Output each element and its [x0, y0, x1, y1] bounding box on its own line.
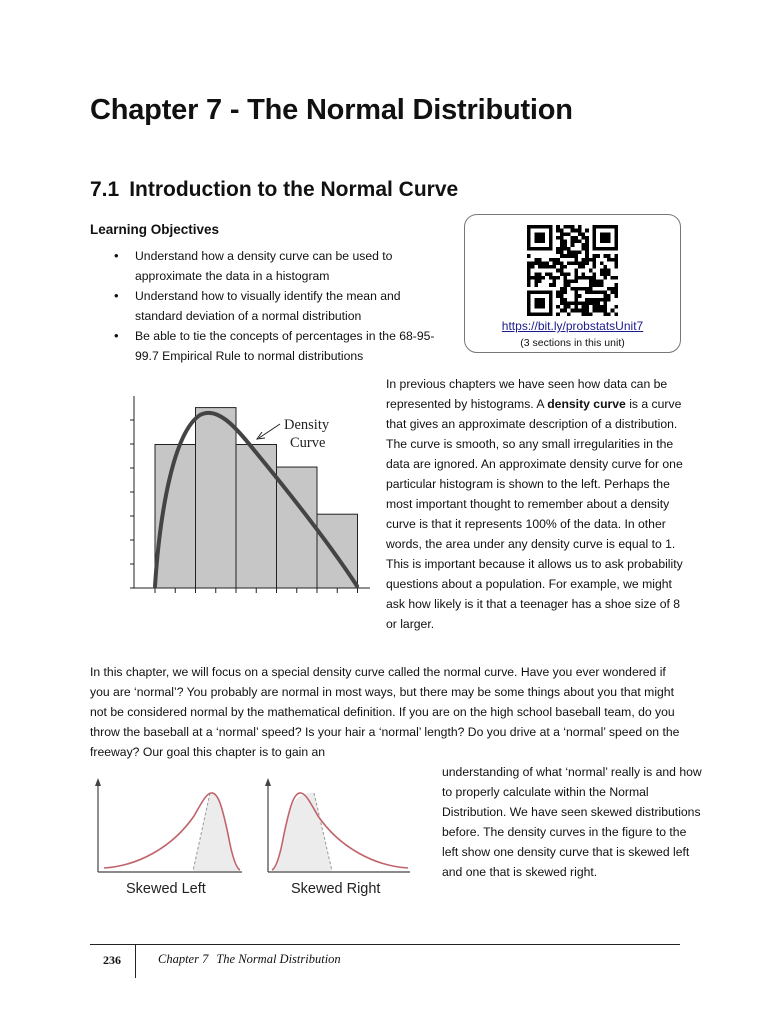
qr-module	[578, 265, 582, 269]
qr-module	[534, 280, 538, 284]
qr-module	[603, 294, 607, 298]
objective-item: • Understand how to visually identify the mean and standard deviation of a normal distribution	[110, 286, 440, 326]
qr-module	[603, 301, 607, 305]
qr-module	[585, 287, 589, 291]
qr-module	[531, 261, 535, 265]
qr-module	[600, 305, 604, 309]
qr-module	[563, 276, 567, 280]
qr-module	[560, 250, 564, 254]
qr-module	[574, 305, 578, 309]
qr-module	[574, 287, 578, 291]
objective-item: • Understand how a density curve can be used to approximate the data in a histogram	[110, 246, 440, 286]
qr-module	[593, 276, 597, 280]
histogram-bar	[196, 408, 237, 588]
skewed-right-label: Skewed Right	[291, 881, 381, 897]
qr-note: (3 sections in this unit)	[520, 337, 625, 349]
qr-module	[549, 283, 553, 287]
qr-module	[589, 312, 593, 316]
qr-module	[571, 309, 575, 313]
qr-module	[571, 301, 575, 305]
objective-item: • Be able to tie the concepts of percentages in the 68-95-99.7 Empirical Rule to normal distributions	[110, 326, 440, 366]
qr-module	[556, 269, 560, 273]
qr-module	[603, 309, 607, 313]
qr-module	[538, 272, 542, 276]
qr-module	[589, 258, 593, 262]
qr-module	[563, 265, 567, 269]
qr-module	[585, 254, 589, 258]
qr-module	[585, 247, 589, 251]
section-name: Introduction to the Normal Curve	[129, 178, 459, 201]
qr-module	[549, 272, 553, 276]
qr-module	[574, 276, 578, 280]
qr-module	[593, 309, 597, 313]
qr-module	[560, 236, 564, 240]
qr-module	[589, 298, 593, 302]
qr-module	[527, 254, 531, 258]
qr-finder-core	[600, 232, 611, 243]
qr-module	[582, 287, 586, 291]
qr-module	[563, 280, 567, 284]
qr-module	[593, 283, 597, 287]
qr-module	[614, 312, 618, 316]
qr-module	[556, 291, 560, 295]
density-label-line2: Curve	[290, 435, 326, 451]
qr-module	[585, 312, 589, 316]
qr-module	[585, 261, 589, 265]
paragraph-normal-continued: understanding of what ‘normal’ really is and how to properly calculate within the Normal Distribution. We have seen skewed distributions before. The density curves in the figure to the left show one density curve that is skewed left and one that is skewed right.	[442, 765, 702, 879]
qr-module	[600, 261, 604, 265]
qr-module	[563, 309, 567, 313]
qr-module	[560, 287, 564, 291]
qr-module	[614, 261, 618, 265]
qr-module	[582, 265, 586, 269]
qr-module	[549, 276, 553, 280]
qr-module	[545, 265, 549, 269]
qr-module	[571, 229, 575, 233]
label-arrowhead	[257, 432, 265, 439]
qr-module	[552, 280, 556, 284]
qr-module	[611, 276, 615, 280]
qr-module	[596, 309, 600, 313]
qr-module	[596, 291, 600, 295]
qr-module	[582, 272, 586, 276]
qr-module	[563, 254, 567, 258]
qr-module	[531, 265, 535, 269]
qr-module	[574, 294, 578, 298]
qr-module	[578, 225, 582, 229]
qr-module	[589, 301, 593, 305]
qr-module	[593, 258, 597, 262]
qr-module	[527, 272, 531, 276]
qr-module	[593, 272, 597, 276]
qr-module	[556, 294, 560, 298]
qr-finder-core	[534, 298, 545, 309]
qr-module	[560, 243, 564, 247]
qr-module	[614, 294, 618, 298]
qr-module	[603, 276, 607, 280]
qr-finder-core	[534, 232, 545, 243]
qr-module	[574, 240, 578, 244]
qr-module	[567, 232, 571, 236]
qr-module	[560, 298, 564, 302]
qr-module	[578, 309, 582, 313]
qr-module	[600, 298, 604, 302]
paragraph-normal-intro: In this chapter, we will focus on a special density curve called the normal curve. Have you ever wondered if you are ‘normal’? You probably are normal in most ways, but there may be some things about you that might not be considered normal by the mathematical definition. If you are on the high school baseball team, do you throw the baseball at a ‘normal’ speed? Is your hair a ‘normal’ length? Do you drive at a ‘normal’ speed on the freeway? Our goal this chapter is to gain an	[90, 665, 680, 759]
qr-module	[593, 291, 597, 295]
qr-module	[538, 276, 542, 280]
qr-module	[582, 301, 586, 305]
qr-module	[567, 254, 571, 258]
paragraph-density-curve	[386, 374, 686, 634]
skewed-right-plot	[265, 778, 410, 897]
qr-module	[582, 276, 586, 280]
qr-module	[527, 283, 531, 287]
qr-module	[556, 312, 560, 316]
qr-module	[574, 291, 578, 295]
qr-module	[574, 229, 578, 233]
qr-module	[582, 247, 586, 251]
qr-module	[563, 225, 567, 229]
qr-module	[552, 261, 556, 265]
qr-module	[571, 240, 575, 244]
qr-module	[600, 291, 604, 295]
qr-module	[596, 305, 600, 309]
qr-module	[538, 261, 542, 265]
qr-module	[527, 265, 531, 269]
qr-module	[563, 240, 567, 244]
qr-module	[549, 265, 553, 269]
qr-module	[607, 269, 611, 273]
qr-module	[578, 250, 582, 254]
qr-module	[578, 294, 582, 298]
label-arrow	[259, 424, 280, 438]
qr-module	[567, 250, 571, 254]
qr-module	[603, 305, 607, 309]
skewed-left-label: Skewed Left	[126, 881, 206, 897]
qr-module	[563, 272, 567, 276]
qr-module	[582, 312, 586, 316]
qr-module	[552, 258, 556, 262]
qr-module	[585, 305, 589, 309]
histogram-bar	[236, 445, 277, 589]
qr-module	[567, 280, 571, 284]
qr-module	[574, 254, 578, 258]
qr-module	[556, 229, 560, 233]
qr-module	[578, 240, 582, 244]
footer-rule	[90, 944, 680, 945]
qr-module	[560, 301, 564, 305]
qr-module	[571, 261, 575, 265]
qr-module	[585, 301, 589, 305]
qr-module	[560, 272, 564, 276]
qr-module	[607, 287, 611, 291]
qr-module	[607, 298, 611, 302]
qr-module	[560, 247, 564, 251]
qr-module	[603, 291, 607, 295]
qr-module	[607, 312, 611, 316]
qr-module	[607, 272, 611, 276]
skew-figure	[92, 776, 432, 902]
qr-module	[596, 298, 600, 302]
qr-module	[596, 280, 600, 284]
qr-module	[585, 258, 589, 262]
qr-module	[556, 250, 560, 254]
qr-module	[563, 283, 567, 287]
qr-module	[549, 258, 553, 262]
qr-module	[567, 261, 571, 265]
qr-module	[585, 276, 589, 280]
qr-module	[585, 240, 589, 244]
qr-module	[582, 261, 586, 265]
learning-objectives-list	[110, 246, 440, 366]
qr-module	[571, 280, 575, 284]
qr-module	[571, 250, 575, 254]
qr-module	[534, 283, 538, 287]
qr-module	[538, 265, 542, 269]
qr-module	[603, 298, 607, 302]
qr-module	[607, 254, 611, 258]
skewed-left-y-arrow	[95, 778, 101, 786]
footer-chapter-title	[158, 952, 341, 967]
chapter-title: Chapter 7 - The Normal Distribution	[90, 94, 573, 126]
qr-module	[574, 258, 578, 262]
qr-module	[563, 305, 567, 309]
qr-module	[574, 236, 578, 240]
qr-module	[585, 236, 589, 240]
skewed-left-plot	[95, 778, 242, 897]
qr-module	[556, 236, 560, 240]
qr-module	[585, 298, 589, 302]
footer-title: The Normal Distribution	[216, 952, 341, 966]
qr-module	[567, 283, 571, 287]
qr-module	[600, 309, 604, 313]
qr-module	[578, 276, 582, 280]
footer-divider	[135, 944, 136, 978]
qr-module	[571, 236, 575, 240]
qr-module	[574, 301, 578, 305]
qr-module	[578, 261, 582, 265]
qr-module	[589, 283, 593, 287]
qr-module	[582, 309, 586, 313]
qr-module	[593, 301, 597, 305]
qr-module	[560, 240, 564, 244]
qr-module	[603, 269, 607, 273]
qr-module	[560, 232, 564, 236]
qr-module	[574, 269, 578, 273]
qr-module	[600, 283, 604, 287]
term-density-curve: density curve	[547, 397, 626, 411]
qr-module	[596, 254, 600, 258]
density-label-line1: Density	[284, 417, 330, 433]
qr-module	[567, 225, 571, 229]
qr-module	[611, 309, 615, 313]
qr-module	[582, 232, 586, 236]
qr-module	[611, 287, 615, 291]
density-histogram-figure	[122, 390, 372, 630]
qr-module	[596, 283, 600, 287]
qr-module	[578, 229, 582, 233]
qr-module	[527, 269, 531, 273]
qr-module	[542, 276, 546, 280]
qr-module	[560, 265, 564, 269]
skewed-right-y-arrow	[265, 778, 271, 786]
qr-module	[560, 291, 564, 295]
qr-module	[567, 272, 571, 276]
qr-module	[603, 254, 607, 258]
qr-module	[596, 301, 600, 305]
qr-module	[534, 276, 538, 280]
qr-module	[560, 254, 564, 258]
qr-module	[556, 305, 560, 309]
qr-module	[563, 243, 567, 247]
qr-module	[545, 261, 549, 265]
qr-module	[607, 294, 611, 298]
qr-module	[593, 265, 597, 269]
qr-module	[614, 283, 618, 287]
qr-module	[538, 280, 542, 284]
page-number: 236	[103, 953, 121, 967]
qr-module	[589, 291, 593, 295]
qr-module	[589, 269, 593, 273]
learning-objectives-heading: Learning Objectives	[90, 222, 220, 237]
qr-module	[534, 261, 538, 265]
qr-module	[578, 232, 582, 236]
section-number: 7.1	[90, 178, 120, 201]
qr-module	[578, 287, 582, 291]
qr-module	[571, 225, 575, 229]
qr-module	[585, 250, 589, 254]
qr-module	[593, 305, 597, 309]
qr-module	[614, 276, 618, 280]
qr-module	[571, 254, 575, 258]
qr-module	[600, 280, 604, 284]
qr-module	[593, 254, 597, 258]
qr-module	[534, 258, 538, 262]
qr-module	[614, 265, 618, 269]
qr-module	[556, 261, 560, 265]
qr-module	[614, 287, 618, 291]
qr-module	[600, 269, 604, 273]
unit-link[interactable]: https://bit.ly/probstatsUnit7	[501, 319, 644, 333]
qr-module	[600, 272, 604, 276]
qr-module	[552, 265, 556, 269]
qr-module	[563, 247, 567, 251]
qr-module	[527, 261, 531, 265]
qr-module	[603, 272, 607, 276]
qr-module	[567, 305, 571, 309]
qr-module	[527, 280, 531, 284]
qr-module	[571, 287, 575, 291]
qr-module	[574, 280, 578, 284]
qr-module	[603, 265, 607, 269]
qr-module	[563, 298, 567, 302]
qr-module	[589, 287, 593, 291]
qr-module	[538, 258, 542, 262]
qr-module	[611, 258, 615, 262]
qr-module	[585, 309, 589, 313]
qr-module	[545, 272, 549, 276]
paragraph-text: is a curve that gives an approximate description of a distribution. The curve is smooth, so any small irregularities in the data are ignored. An approximate density curve for one particular histogram is shown to the left. Perhaps the most important thought to remember about a density curve is that it represents 100% of the data. In other words, the area under any density curve is equal to 1. This is important because it allows us to ask probability questions about a population. For example, we might ask how likely is it that a teenager has a shoe size of 8 or larger.	[386, 397, 683, 631]
qr-module	[607, 258, 611, 262]
qr-module	[556, 247, 560, 251]
qr-module	[574, 261, 578, 265]
qr-module	[593, 261, 597, 265]
qr-module	[552, 283, 556, 287]
qr-module	[556, 258, 560, 262]
qr-module	[614, 305, 618, 309]
qr-module	[589, 276, 593, 280]
qr-module	[567, 312, 571, 316]
qr-module	[563, 287, 567, 291]
qr-module	[614, 254, 618, 258]
qr-module	[560, 229, 564, 233]
qr-module	[585, 291, 589, 295]
footer-chapter-label: Chapter 7	[158, 952, 209, 966]
qr-module	[582, 236, 586, 240]
qr-module	[563, 291, 567, 295]
section-title	[90, 178, 458, 202]
qr-module	[534, 272, 538, 276]
qr-module	[593, 298, 597, 302]
qr-module	[611, 291, 615, 295]
qr-module	[574, 298, 578, 302]
qr-module	[531, 276, 535, 280]
qr-module	[593, 280, 597, 284]
qr-module	[542, 261, 546, 265]
qr-module	[560, 294, 564, 298]
qr-module	[527, 276, 531, 280]
qr-module	[589, 280, 593, 284]
qr-module	[563, 232, 567, 236]
qr-module	[556, 225, 560, 229]
qr-module	[552, 276, 556, 280]
qr-module	[571, 243, 575, 247]
qr-module	[614, 258, 618, 262]
qr-module	[556, 276, 560, 280]
qr-module	[578, 301, 582, 305]
qr-module	[582, 243, 586, 247]
qr-module	[560, 269, 564, 273]
qr-module	[585, 229, 589, 233]
qr-module	[582, 305, 586, 309]
qr-module	[614, 291, 618, 295]
qr-module	[582, 258, 586, 262]
qr-module	[585, 243, 589, 247]
qr-link-row	[464, 319, 681, 333]
qr-module	[567, 247, 571, 251]
qr-module	[574, 309, 578, 313]
qr-module	[574, 272, 578, 276]
qr-code-icon	[527, 225, 618, 316]
qr-module	[563, 301, 567, 305]
qr-module	[603, 312, 607, 316]
paragraph-text: In previous chapters we have seen how data can be represented by histograms. A	[386, 377, 668, 411]
qr-module	[574, 250, 578, 254]
qr-module	[560, 309, 564, 313]
qr-module	[567, 301, 571, 305]
qr-module	[560, 261, 564, 265]
qr-module	[542, 265, 546, 269]
